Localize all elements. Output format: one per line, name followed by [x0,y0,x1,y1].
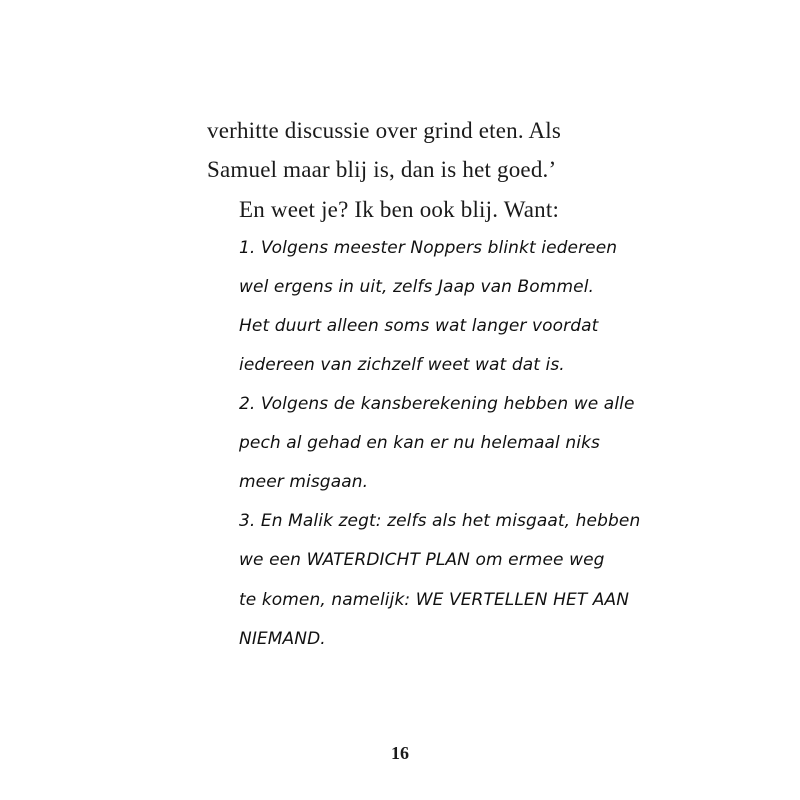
handwritten-line-9: we een WATERDICHT PLAN om ermee weg [239,550,605,570]
handwritten-line-1: 1. Volgens meester Noppers blinkt iedereen [239,238,618,258]
page-number: 16 [391,743,409,763]
prose-line-3: En weet je? Ik ben ook blij. Want: [239,197,560,222]
prose-line-1: verhitte discussie over grind eten. Als [207,118,562,143]
handwritten-line-2: wel ergens in uit, zelfs Jaap van Bommel. [239,277,595,297]
handwritten-line-5: 2. Volgens de kansberekening hebben we alle [239,394,635,414]
handwritten-line-10: te komen, namelijk: WE VERTELLEN HET AAN [239,590,630,610]
handwritten-line-6: pech al gehad en kan er nu helemaal niks [239,433,600,453]
handwritten-line-11: NIEMAND. [239,629,326,649]
handwritten-line-7: meer misgaan. [239,472,369,492]
prose-line-2: Samuel maar blij is, dan is het goed.’ [207,157,557,182]
handwritten-line-8: 3. En Malik zegt: zelfs als het misgaat, hebben [239,511,641,531]
handwritten-line-3: Het duurt alleen soms wat langer voordat [239,316,599,336]
handwritten-line-4: iedereen van zichzelf weet wat dat is. [239,355,565,375]
